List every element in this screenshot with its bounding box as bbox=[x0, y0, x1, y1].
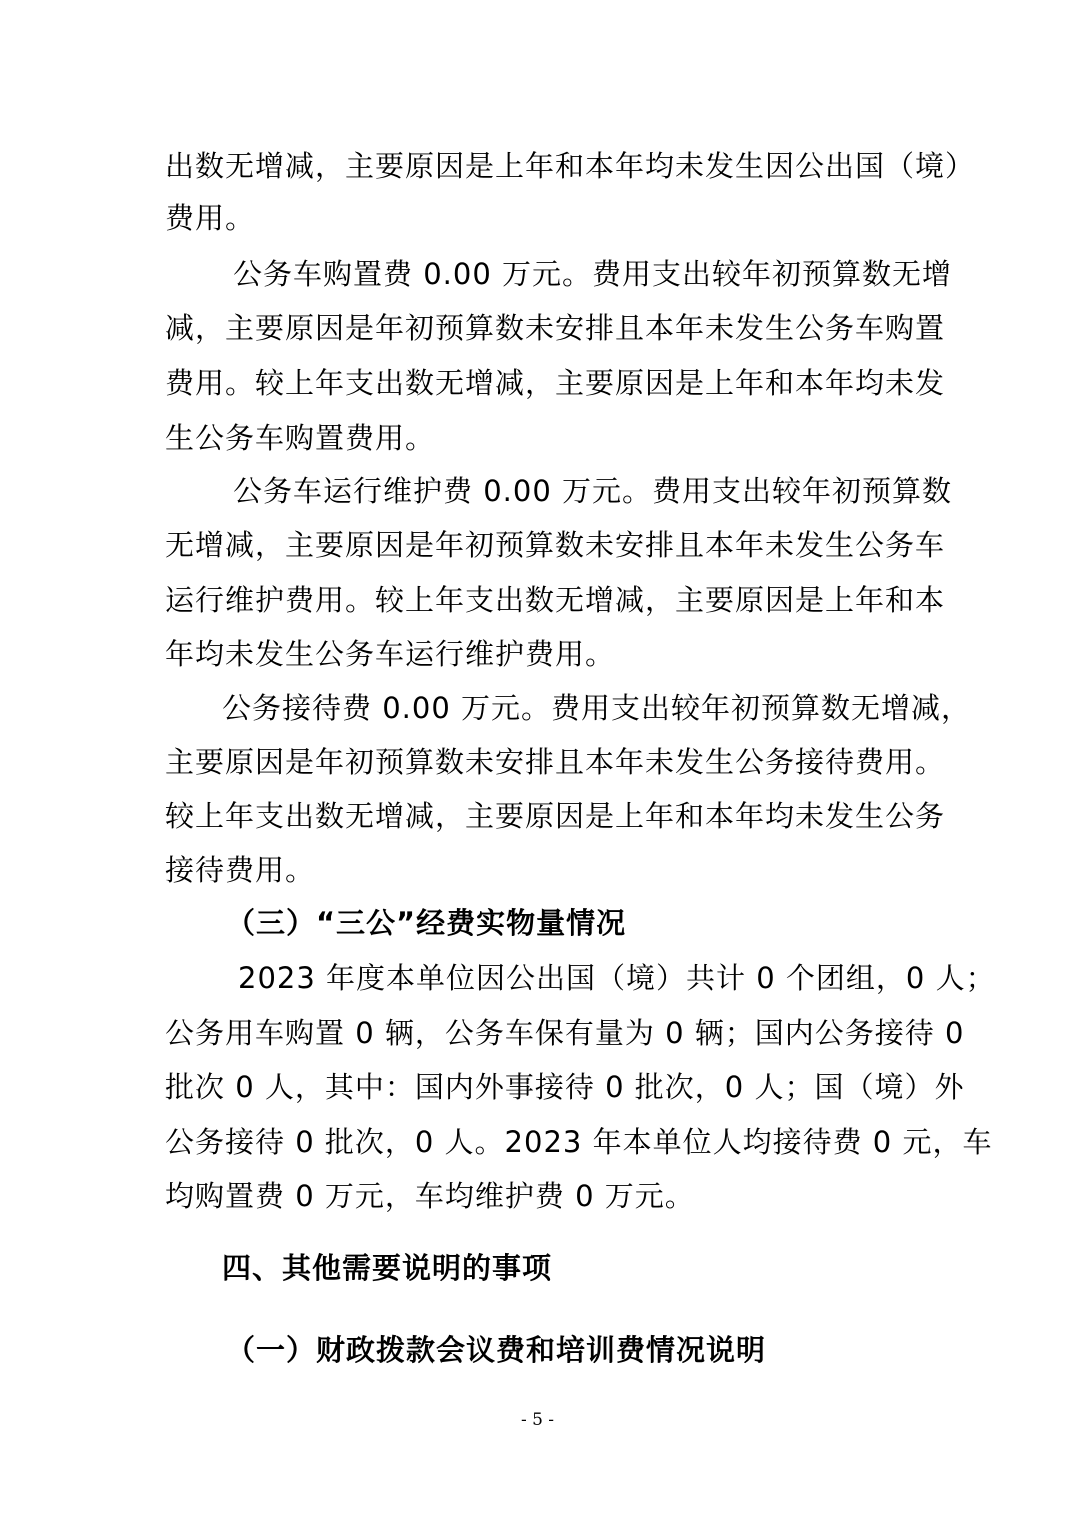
paragraph-line: 均购置费 0 万元，车均维护费 0 万元。 bbox=[165, 1179, 695, 1213]
paragraph-line: 公务接待 0 批次，0 人。2023 年本单位人均接待费 0 元，车 bbox=[165, 1125, 993, 1159]
paragraph-line: 减，主要原因是年初预算数未安排且本年未发生公务车购置 bbox=[165, 311, 946, 345]
paragraph-line: 公务接待费 0.00 万元。费用支出较年初预算数无增减， bbox=[222, 691, 972, 725]
paragraph-line: 公务车运行维护费 0.00 万元。费用支出较年初预算数 bbox=[233, 474, 953, 508]
paragraph-line: 运行维护费用。较上年支出数无增减，主要原因是上年和本 bbox=[165, 583, 946, 617]
paragraph-line: 出数无增减，主要原因是上年和本年均未发生因公出国（境） bbox=[165, 149, 976, 183]
paragraph-line: 费用。较上年支出数无增减，主要原因是上年和本年均未发 bbox=[165, 366, 946, 400]
paragraph-line: 主要原因是年初预算数未安排且本年未发生公务接待费用。 bbox=[165, 745, 946, 779]
subsection-heading: （三）“三公”经费实物量情况 bbox=[226, 906, 627, 940]
subsection-heading: （一）财政拨款会议费和培训费情况说明 bbox=[226, 1333, 767, 1367]
paragraph-line: 无增减，主要原因是年初预算数未安排且本年未发生公务车 bbox=[165, 528, 946, 562]
page-number: - 5 - bbox=[520, 1410, 555, 1430]
paragraph-line: 较上年支出数无增减，主要原因是上年和本年均未发生公务 bbox=[165, 799, 946, 833]
paragraph-line: 年均未发生公务车运行维护费用。 bbox=[165, 637, 616, 671]
paragraph-line: 公务车购置费 0.00 万元。费用支出较年初预算数无增 bbox=[233, 257, 953, 291]
paragraph-line: 接待费用。 bbox=[165, 853, 316, 887]
section-heading: 四、其他需要说明的事项 bbox=[222, 1251, 553, 1285]
paragraph-line: 费用。 bbox=[165, 201, 256, 235]
paragraph-line: 2023 年度本单位因公出国（境）共计 0 个团组，0 人； bbox=[238, 961, 996, 995]
paragraph-line: 公务用车购置 0 辆，公务车保有量为 0 辆；国内公务接待 0 bbox=[165, 1016, 965, 1050]
paragraph-line: 批次 0 人，其中：国内外事接待 0 批次，0 人；国（境）外 bbox=[165, 1070, 965, 1104]
paragraph-line: 生公务车购置费用。 bbox=[165, 421, 436, 455]
